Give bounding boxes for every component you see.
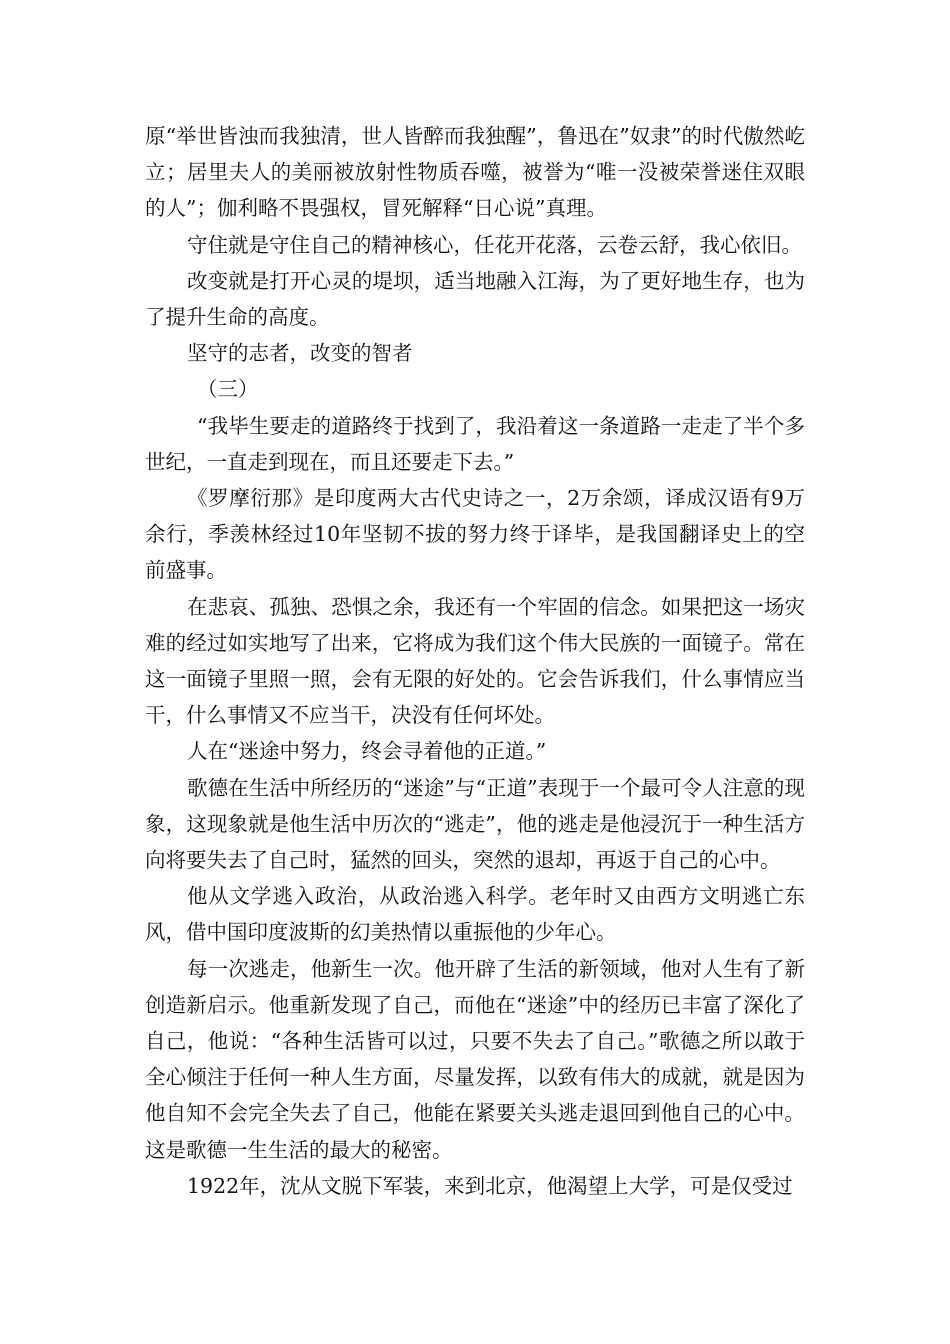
paragraph-quote: “我毕生要走的道路终于找到了，我沿着这一条道路一走走了半个多世纪，一直走到现在，而且还要走下去。”	[145, 413, 805, 474]
paragraph-goethe-2: 他从文学逃入政治，从政治逃入科学。老年时又由西方文明逃亡东风，借中国印度波斯的幻美热情以重振他的少年心。	[145, 884, 805, 945]
paragraph-goethe-3: 每一次逃走，他新生一次。他开辟了生活的新领域，他对人生有了新创造新启示。他重新发现了自己，而他在“迷途”中的经历已丰富了深化了自己，他说：“各种生活皆可以过，只要不失去了自己。”歌德之所以敢于全心倾注于任何一种人生方面，尽量发挥，以致有伟大的成就，就是因为他自知不会完全失去了自己，他能在紧要关头逃走退回到他自己的心中。这是歌德一生生活的最大的秘密。	[145, 956, 805, 1162]
paragraph-1: 原“举世皆浊而我独清，世人皆醉而我独醒”，鲁迅在”奴隶”的时代傲然屹立；居里夫人的美丽被放射性物质吞噬，被誉为“唯一没被荣誉迷住双眼的人”；伽利略不畏强权，冒死解释“日心说”真理。	[145, 124, 805, 221]
paragraph-2: 守住就是守住自己的精神核心，任花开花落，云卷云舒，我心依旧。	[187, 232, 802, 257]
paragraph-shen-congwen: 1922年，沈从文脱下军装，来到北京，他渴望上大学，可是仅受过	[187, 1173, 793, 1198]
paragraph-ramayana: 《罗摩衍那》是印度两大古代史诗之一，2万余颂，译成汉语有9万余行，季羡林经过10年坚韧不拔的努力终于译毕，是我国翻译史上的空前盛事。	[145, 486, 805, 583]
paragraph-mirror: 在悲哀、孤独、恐惧之余，我还有一个牢固的信念。如果把这一场灾难的经过如实地写了出来，它将成为我们这个伟大民族的一面镜子。常在这一面镜子里照一照，会有无限的好处的。它会告诉我们，什么事情应当干，什么事情又不应当干，决没有任何坏处。	[145, 594, 805, 728]
paragraph-path: 人在“迷途中努力，终会寻着他的正道。”	[187, 739, 547, 764]
paragraph-4: 坚守的志者，改变的智者	[187, 341, 413, 366]
paragraph-3: 改变就是打开心灵的堤坝，适当地融入江海，为了更好地生存，也为了提升生命的高度。	[145, 268, 805, 330]
paragraph-goethe-1: 歌德在生活中所经历的“迷途”与“正道”表现于一个最可令人注意的现象，这现象就是他生活中历次的“逃走”，他的逃走是他浸沉于一种生活方向将要失去了自己时，猛然的回头，突然的退却，再返于自己的心中。	[145, 775, 805, 873]
section-heading: （三）	[197, 377, 259, 402]
document-body	[145, 118, 805, 1204]
